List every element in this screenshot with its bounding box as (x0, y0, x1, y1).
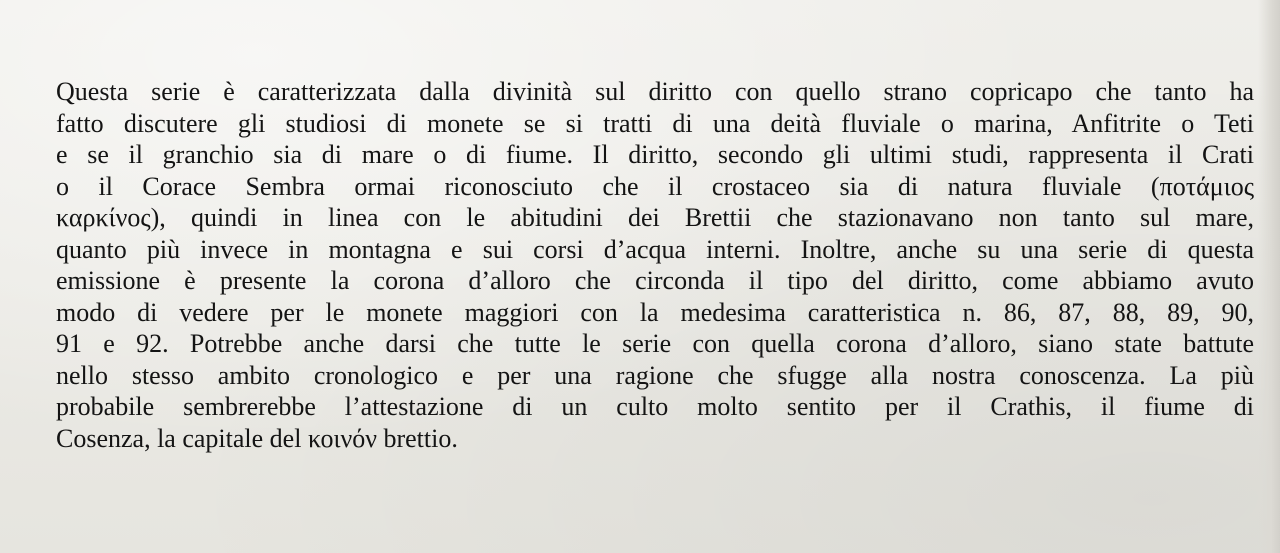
text-line: modo di vedere per le monete maggiori con la medesima caratteristica n. 86, 87, 88, 89, 90, (56, 297, 1254, 327)
text-line: quanto più invece in montagna e sui corsi d’acqua interni. Inoltre, anche su una serie di questa (56, 234, 1254, 264)
text-line: fatto discutere gli studiosi di monete se si tratti di una deità fluviale o marina, Anfitrite o Teti (56, 108, 1254, 138)
page-edge-shadow (1258, 0, 1280, 553)
body-paragraph (56, 76, 1254, 454)
text-line: 91 e 92. Potrebbe anche darsi che tutte le serie con quella corona d’alloro, siano state battute (56, 329, 1254, 358)
text-line: Questa serie è caratterizzata dalla divinità sul diritto con quello strano copricapo che tanto ha (56, 77, 1254, 106)
text-line: emissione è presente la corona d’alloro che circonda il tipo del diritto, come abbiamo avuto (56, 266, 1254, 295)
text-line: καρκίνος), quindi in linea con le abitudini dei Brettii che stazionavano non tanto sul mare, (56, 203, 1254, 232)
text-line: o il Corace Sembra ormai riconosciuto che il crostaceo sia di natura fluviale (ποτάμιος (56, 171, 1254, 201)
text-line: e se il granchio sia di mare o di fiume. Il diritto, secondo gli ultimi studi, rappresenta il Crati (56, 140, 1254, 169)
text-line: nello stesso ambito cronologico e per una ragione che sfugge alla nostra conoscenza. La più (56, 360, 1254, 390)
text-line: probabile sembrerebbe l’attestazione di un culto molto sentito per il Crathis, il fiume di (56, 392, 1254, 421)
text-line-last: Cosenza, la capitale del κοινόν brettio. (56, 423, 458, 453)
